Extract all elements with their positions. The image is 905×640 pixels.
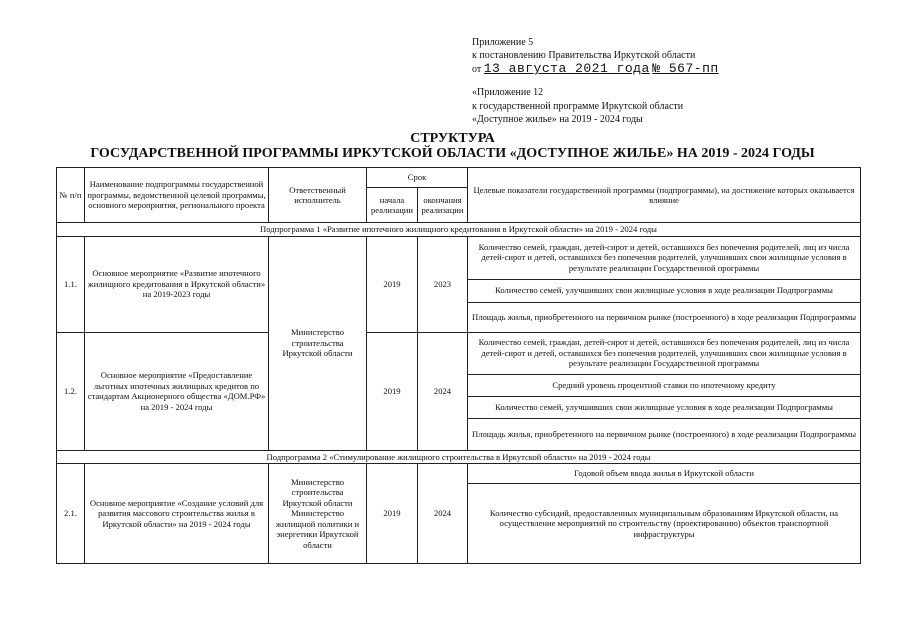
row-start: 2019 — [367, 332, 418, 450]
appendix-resolution: к постановлению Правительства Иркутской области — [472, 50, 696, 61]
row-name: Основное мероприятие «Создание условий для развития массового строительства жилья в Иркутской области» на 2019 - 2024 годы — [85, 464, 269, 564]
row-end: 2023 — [418, 236, 468, 332]
appendix12-line2: к государственной программе Иркутской области — [472, 100, 684, 112]
appendix-date-line — [472, 62, 719, 76]
row-start: 2019 — [367, 236, 418, 332]
from-prefix: от — [472, 64, 482, 75]
row-executor: Министерство строительства Иркутской области — [269, 236, 367, 450]
structure-table — [56, 167, 861, 564]
indicator-cell: Площадь жилья, приобретенного на первичном рынке (построенного) в ходе реализации Подпрограммы — [468, 302, 861, 332]
appendix12-title: «Приложение 12 — [472, 87, 544, 98]
row-start: 2019 — [367, 464, 418, 564]
subprogram-1-row — [57, 223, 861, 237]
table-row — [57, 332, 861, 374]
header-name: Наименование подпрограммы государственной программы, ведомственной целевой программы, основного мероприятия, регионального проекта — [85, 168, 269, 223]
header-term: Срок — [367, 168, 468, 188]
row-name: Основное мероприятие «Развитие ипотечного жилищного кредитования в Иркутской области» на 2019-2023 годы — [85, 236, 269, 332]
appendix-title: Приложение 5 — [472, 37, 534, 48]
resolution-number: № 567-пп — [652, 61, 719, 76]
appendix12-block — [472, 86, 683, 127]
row-number: 1.2. — [57, 332, 85, 450]
subprogram-1-title: Подпрограмма 1 «Развитие ипотечного жилищного кредитования в Иркутской области» на 2019 - 2024 годы — [57, 223, 861, 237]
row-number: 1.1. — [57, 236, 85, 332]
indicator-cell: Площадь жилья, приобретенного на первичном рынке (построенного) в ходе реализации Подпрограммы — [468, 418, 861, 450]
header-row-1 — [57, 168, 861, 188]
row-executor: Министерство строительства Иркутской области Министерство жилищной политики и энергетики Иркутской области — [269, 464, 367, 564]
appendix-block — [472, 36, 719, 76]
indicator-cell: Количество семей, граждан, детей-сирот и детей, оставшихся без попечения родителей, лиц из числа детей-сирот и детей, оставшихся без попечения родителей, улучшивших свои жилищные условия в результате реализации Государственной программы — [468, 332, 861, 374]
table-row — [57, 464, 861, 484]
table-row — [57, 236, 861, 279]
indicator-cell: Средний уровень процентной ставки по ипотечному кредиту — [468, 374, 861, 396]
header-end: окончания реализации — [418, 188, 468, 223]
header-executor: Ответственный исполнитель — [269, 168, 367, 223]
appendix12-line3: «Доступное жилье» на 2019 - 2024 годы — [472, 114, 643, 125]
row-number: 2.1. — [57, 464, 85, 564]
indicator-cell: Годовой объем ввода жилья в Иркутской области — [468, 464, 861, 484]
resolution-date: 13 августа 2021 года — [483, 61, 650, 76]
subprogram-2-row — [57, 450, 861, 464]
indicator-cell: Количество семей, граждан, детей-сирот и детей, оставшихся без попечения родителей, лиц из числа детей-сирот и детей, оставшихся без попечения родителей, улучшивших свои жилищные условия в результате реализации Государственной программы — [468, 236, 861, 279]
indicator-cell: Количество субсидий, предоставленных муниципальным образованиям Иркутской области, на осуществление мероприятий по строительству (проектированию) объектов транспортной инфраструктуры — [468, 484, 861, 564]
document-subtitle: ГОСУДАРСТВЕННОЙ ПРОГРАММЫ ИРКУТСКОЙ ОБЛАСТИ «ДОСТУПНОЕ ЖИЛЬЕ» НА 2019 - 2024 ГОДЫ — [90, 146, 815, 161]
document-title: СТРУКТУРА — [410, 131, 495, 146]
row-name: Основное мероприятие «Предоставление льготных ипотечных жилищных кредитов по стандартам Акционерного общества «ДОМ.РФ» на 2019 - 2024 годы — [85, 332, 269, 450]
header-num: № п/п — [57, 168, 85, 223]
header-start: начала реализации — [367, 188, 418, 223]
indicator-cell: Количество семей, улучшивших свои жилищные условия в ходе реализации Подпрограммы — [468, 279, 861, 302]
subprogram-2-title: Подпрограмма 2 «Стимулирование жилищного строительства в Иркутской области» на 2019 - 2024 годы — [57, 450, 861, 464]
header-indicators: Целевые показатели государственной программы (подпрограммы), на достижение которых оказывается влияние — [468, 168, 861, 223]
row-end: 2024 — [418, 464, 468, 564]
row-end: 2024 — [418, 332, 468, 450]
indicator-cell: Количество семей, улучшивших свои жилищные условия в ходе реализации Подпрограммы — [468, 396, 861, 418]
